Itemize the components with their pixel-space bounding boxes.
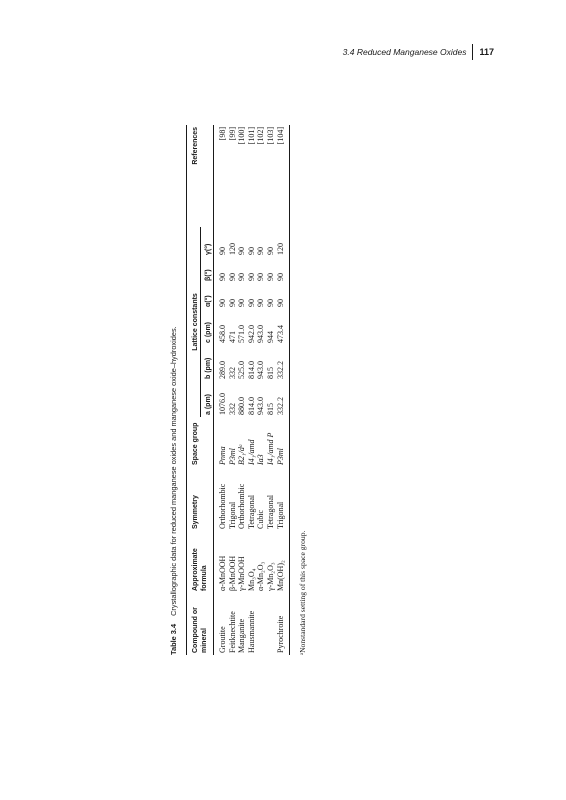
cell-formula: β-MnOOH xyxy=(227,555,237,591)
cell-a: 332 xyxy=(227,403,237,415)
cell-compound: Manganite xyxy=(237,618,247,653)
cell-c: 571.0 xyxy=(237,325,247,343)
cell-space-group: I4₁/amd P xyxy=(265,432,275,465)
cell-gamma: 90 xyxy=(214,227,228,257)
cell-beta: 90 xyxy=(214,257,228,283)
cell-compound: Feitknechtite xyxy=(227,611,237,653)
header-gamma: γ(°) xyxy=(205,243,212,255)
cell-space-group: P3ml xyxy=(227,448,237,465)
cell-b: 814.0 xyxy=(246,361,256,379)
cell-ref: [98] xyxy=(214,125,228,227)
cell-alpha: 90 xyxy=(265,299,275,307)
cell-alpha: 90 xyxy=(227,299,237,307)
cell-c: 943.0 xyxy=(256,325,266,343)
cell-space-group: I4₁/amd xyxy=(246,439,256,465)
header-lattice: Lattice constants xyxy=(187,227,201,417)
table-caption xyxy=(168,125,186,655)
cell-beta: 90 xyxy=(265,273,275,281)
header-symmetry: Symmetry xyxy=(187,467,214,531)
cell-c: 458.0 xyxy=(214,309,228,345)
cell-a: 815 xyxy=(265,403,275,415)
cell-symmetry: Orthorhombic xyxy=(214,467,228,531)
cell-beta: 90 xyxy=(256,273,266,281)
cell-beta: 90 xyxy=(246,273,256,281)
cell-c: 944 xyxy=(265,331,275,343)
cell-beta: 90 xyxy=(227,273,237,281)
cell-c: 471 xyxy=(227,331,237,343)
cell-b: 332 xyxy=(227,367,237,379)
header-references: References xyxy=(187,125,214,227)
cell-alpha: 90 xyxy=(214,283,228,309)
cell-symmetry: Orthorhombic xyxy=(237,483,247,529)
cell-alpha: 90 xyxy=(237,299,247,307)
header-formula: Approximate formula xyxy=(187,531,214,593)
cell-a: 943.0 xyxy=(256,397,266,415)
cell-ref: [99] xyxy=(227,126,237,141)
cell-gamma: 90 xyxy=(246,247,256,255)
header-compound: Compound or mineral xyxy=(187,593,214,655)
cell-symmetry: Trigonal xyxy=(227,501,237,529)
header-beta: β(°) xyxy=(205,269,212,281)
cell-formula: Mn₃O₄ xyxy=(246,568,256,591)
cell-gamma: 90 xyxy=(256,247,266,255)
header-divider xyxy=(472,44,473,60)
table-block xyxy=(168,125,393,655)
cell-formula: Mn(OH)₂ xyxy=(276,531,290,593)
cell-gamma: 90 xyxy=(237,247,247,255)
page-number: 117 xyxy=(479,47,494,57)
cell-compound: Groutite xyxy=(214,593,228,655)
cell-c: 942.0 xyxy=(246,325,256,343)
table-row xyxy=(214,125,228,655)
cell-formula: γ-MnOOH xyxy=(237,556,247,591)
section-title: 3.4 Reduced Manganese Oxides xyxy=(342,47,467,57)
crystallographic-table xyxy=(186,125,290,655)
cell-alpha: 90 xyxy=(256,299,266,307)
cell-space-group: P3ml xyxy=(276,417,290,467)
cell-b: 943.0 xyxy=(256,361,266,379)
table-caption-text: Crystallographic data for reduced manganese oxides and manganese oxide–hydroxides. xyxy=(169,326,178,616)
cell-a: 814.0 xyxy=(246,397,256,415)
cell-symmetry: Tetragonal xyxy=(246,494,256,529)
cell-space-group: B2₁/dᵃ xyxy=(237,443,247,465)
cell-beta: 90 xyxy=(276,257,290,283)
cell-formula: α-Mn₂O₃ xyxy=(256,561,266,591)
cell-symmetry: Cubic xyxy=(256,509,266,529)
header-c: c (pm) xyxy=(205,322,212,343)
header-b: b (pm) xyxy=(205,357,212,379)
cell-formula: α-MnOOH xyxy=(214,531,228,593)
cell-ref: [100] xyxy=(237,126,247,145)
cell-b: 289.0 xyxy=(214,345,228,381)
cell-symmetry: Trigonal xyxy=(276,467,290,531)
cell-alpha: 90 xyxy=(276,283,290,309)
cell-compound xyxy=(266,593,276,655)
table-row xyxy=(237,125,247,655)
cell-a: 332.2 xyxy=(276,381,290,417)
header-space-group: Space group xyxy=(187,417,214,467)
cell-compound: Hausmannite xyxy=(246,610,256,653)
cell-gamma: 90 xyxy=(265,247,275,255)
cell-b: 332.2 xyxy=(276,345,290,381)
cell-space-group: Pnma xyxy=(214,417,228,467)
table-row xyxy=(266,125,276,655)
cell-c: 473.4 xyxy=(276,309,290,345)
cell-compound: Pyrochroite xyxy=(276,593,290,655)
header-a: a (pm) xyxy=(205,394,212,415)
table-row xyxy=(276,125,290,655)
table-row xyxy=(256,125,266,655)
cell-symmetry: Tetragonal xyxy=(265,494,275,529)
cell-ref: [101] xyxy=(246,126,256,145)
cell-a: 1076.0 xyxy=(214,381,228,417)
table-row xyxy=(247,125,257,655)
cell-ref: [102] xyxy=(256,126,266,145)
cell-alpha: 90 xyxy=(246,299,256,307)
header-alpha: α(°) xyxy=(205,295,212,307)
cell-ref: [103] xyxy=(265,126,275,145)
table-footnote: ᵃNonstandard setting of this space group. xyxy=(298,530,308,655)
running-header xyxy=(343,44,494,60)
cell-beta: 90 xyxy=(237,273,247,281)
cell-ref: [104] xyxy=(276,125,290,227)
cell-gamma: 120 xyxy=(276,227,290,257)
table-label: Table 3.4 xyxy=(169,623,178,655)
cell-gamma: 120 xyxy=(227,243,237,255)
cell-compound xyxy=(256,593,266,655)
cell-b: 815 xyxy=(265,367,275,379)
cell-space-group: Ia3 xyxy=(256,454,266,465)
cell-a: 880.0 xyxy=(237,397,247,415)
table-row xyxy=(228,125,238,655)
cell-formula: γ-Mn₂O₃ xyxy=(265,562,275,591)
cell-b: 525.0 xyxy=(237,361,247,379)
